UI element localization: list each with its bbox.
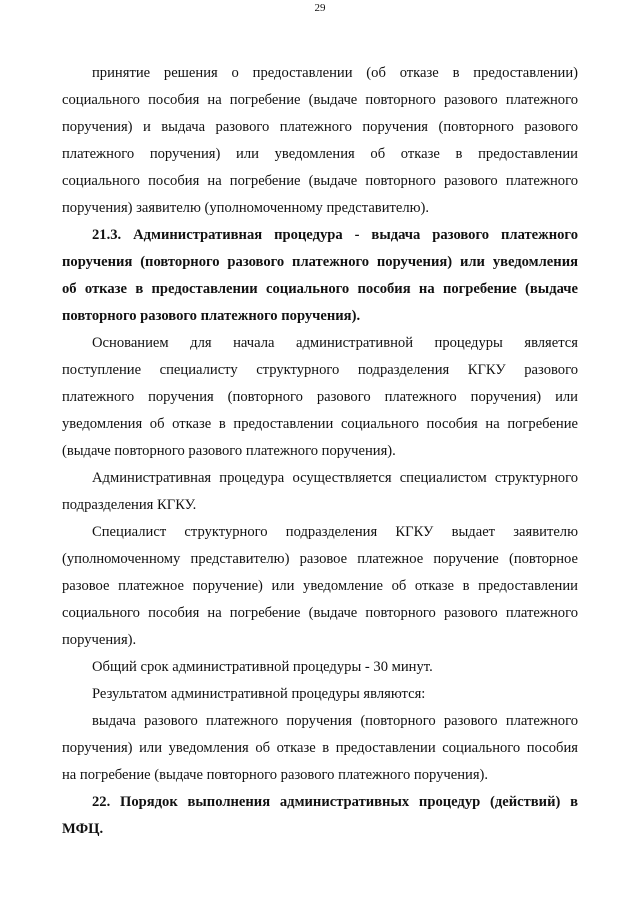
paragraph-results-line-1: Результатом административной процедуры являются: bbox=[92, 686, 426, 702]
paragraph-basis-line-3: платежного поручения (повторного разового платежного поручения) или bbox=[62, 389, 578, 405]
heading-21-3-line-4: повторного разового платежного поручения). bbox=[62, 308, 361, 324]
paragraph-term-line-1: Общий срок административной процедуры - 30 минут. bbox=[92, 659, 433, 675]
page-number: 29 bbox=[314, 2, 326, 14]
paragraph-intro-line-1: принятие решения о предоставлении (об отказе в предоставлении) bbox=[92, 65, 578, 81]
paragraph-basis-line-2: поступление специалисту структурного подразделения КГКУ разового bbox=[62, 362, 578, 378]
paragraph-basis-line-4: уведомления об отказе в предоставлении социального пособия на погребение bbox=[62, 416, 578, 432]
paragraph-specialist-line-2: (уполномоченному представителю) разовое платежное поручение (повторное bbox=[62, 551, 578, 567]
paragraph-specialist-line-4: социального пособия на погребение (выдаче повторного разового платежного bbox=[62, 605, 578, 621]
paragraph-issue-line-3: на погребение (выдаче повторного разового платежного поручения). bbox=[62, 767, 489, 783]
heading-21-3-line-3: об отказе в предоставлении социального пособия на погребение (выдаче bbox=[62, 281, 578, 297]
paragraph-basis-line-1: Основанием для начала административной процедуры является bbox=[92, 335, 578, 351]
heading-21-3-line-1: 21.3. Административная процедура - выдача разового платежного bbox=[92, 227, 578, 243]
heading-22-line-2: МФЦ. bbox=[62, 821, 104, 837]
paragraph-basis-line-5: (выдаче повторного разового платежного поручения). bbox=[62, 443, 396, 459]
paragraph-intro-line-4: платежного поручения) или уведомления об отказе в предоставлении bbox=[62, 146, 578, 162]
paragraph-intro-line-6: поручения) заявителю (уполномоченному представителю). bbox=[62, 200, 430, 216]
paragraph-issue-line-2: поручения) или уведомления об отказе в предоставлении социального пособия bbox=[62, 740, 578, 756]
heading-22-line-1: 22. Порядок выполнения административных процедур (действий) в bbox=[92, 794, 578, 810]
paragraph-specialist-line-1: Специалист структурного подразделения КГКУ выдает заявителю bbox=[92, 524, 578, 540]
heading-21-3-line-2: поручения (повторного разового платежного поручения) или уведомления bbox=[62, 254, 578, 270]
paragraph-performer-line-1: Административная процедура осуществляется специалистом структурного bbox=[92, 470, 578, 486]
paragraph-intro-line-5: социального пособия на погребение (выдаче повторного разового платежного bbox=[62, 173, 578, 189]
paragraph-specialist-line-3: разовое платежное поручение) или уведомление об отказе в предоставлении bbox=[62, 578, 578, 594]
paragraph-issue-line-1: выдача разового платежного поручения (повторного разового платежного bbox=[92, 713, 578, 729]
paragraph-intro-line-2: социального пособия на погребение (выдаче повторного разового платежного bbox=[62, 92, 578, 108]
paragraph-intro-line-3: поручения) и выдача разового платежного поручения (повторного разового bbox=[62, 119, 578, 135]
paragraph-performer-line-2: подразделения КГКУ. bbox=[62, 497, 197, 513]
paragraph-specialist-line-5: поручения). bbox=[62, 632, 137, 648]
